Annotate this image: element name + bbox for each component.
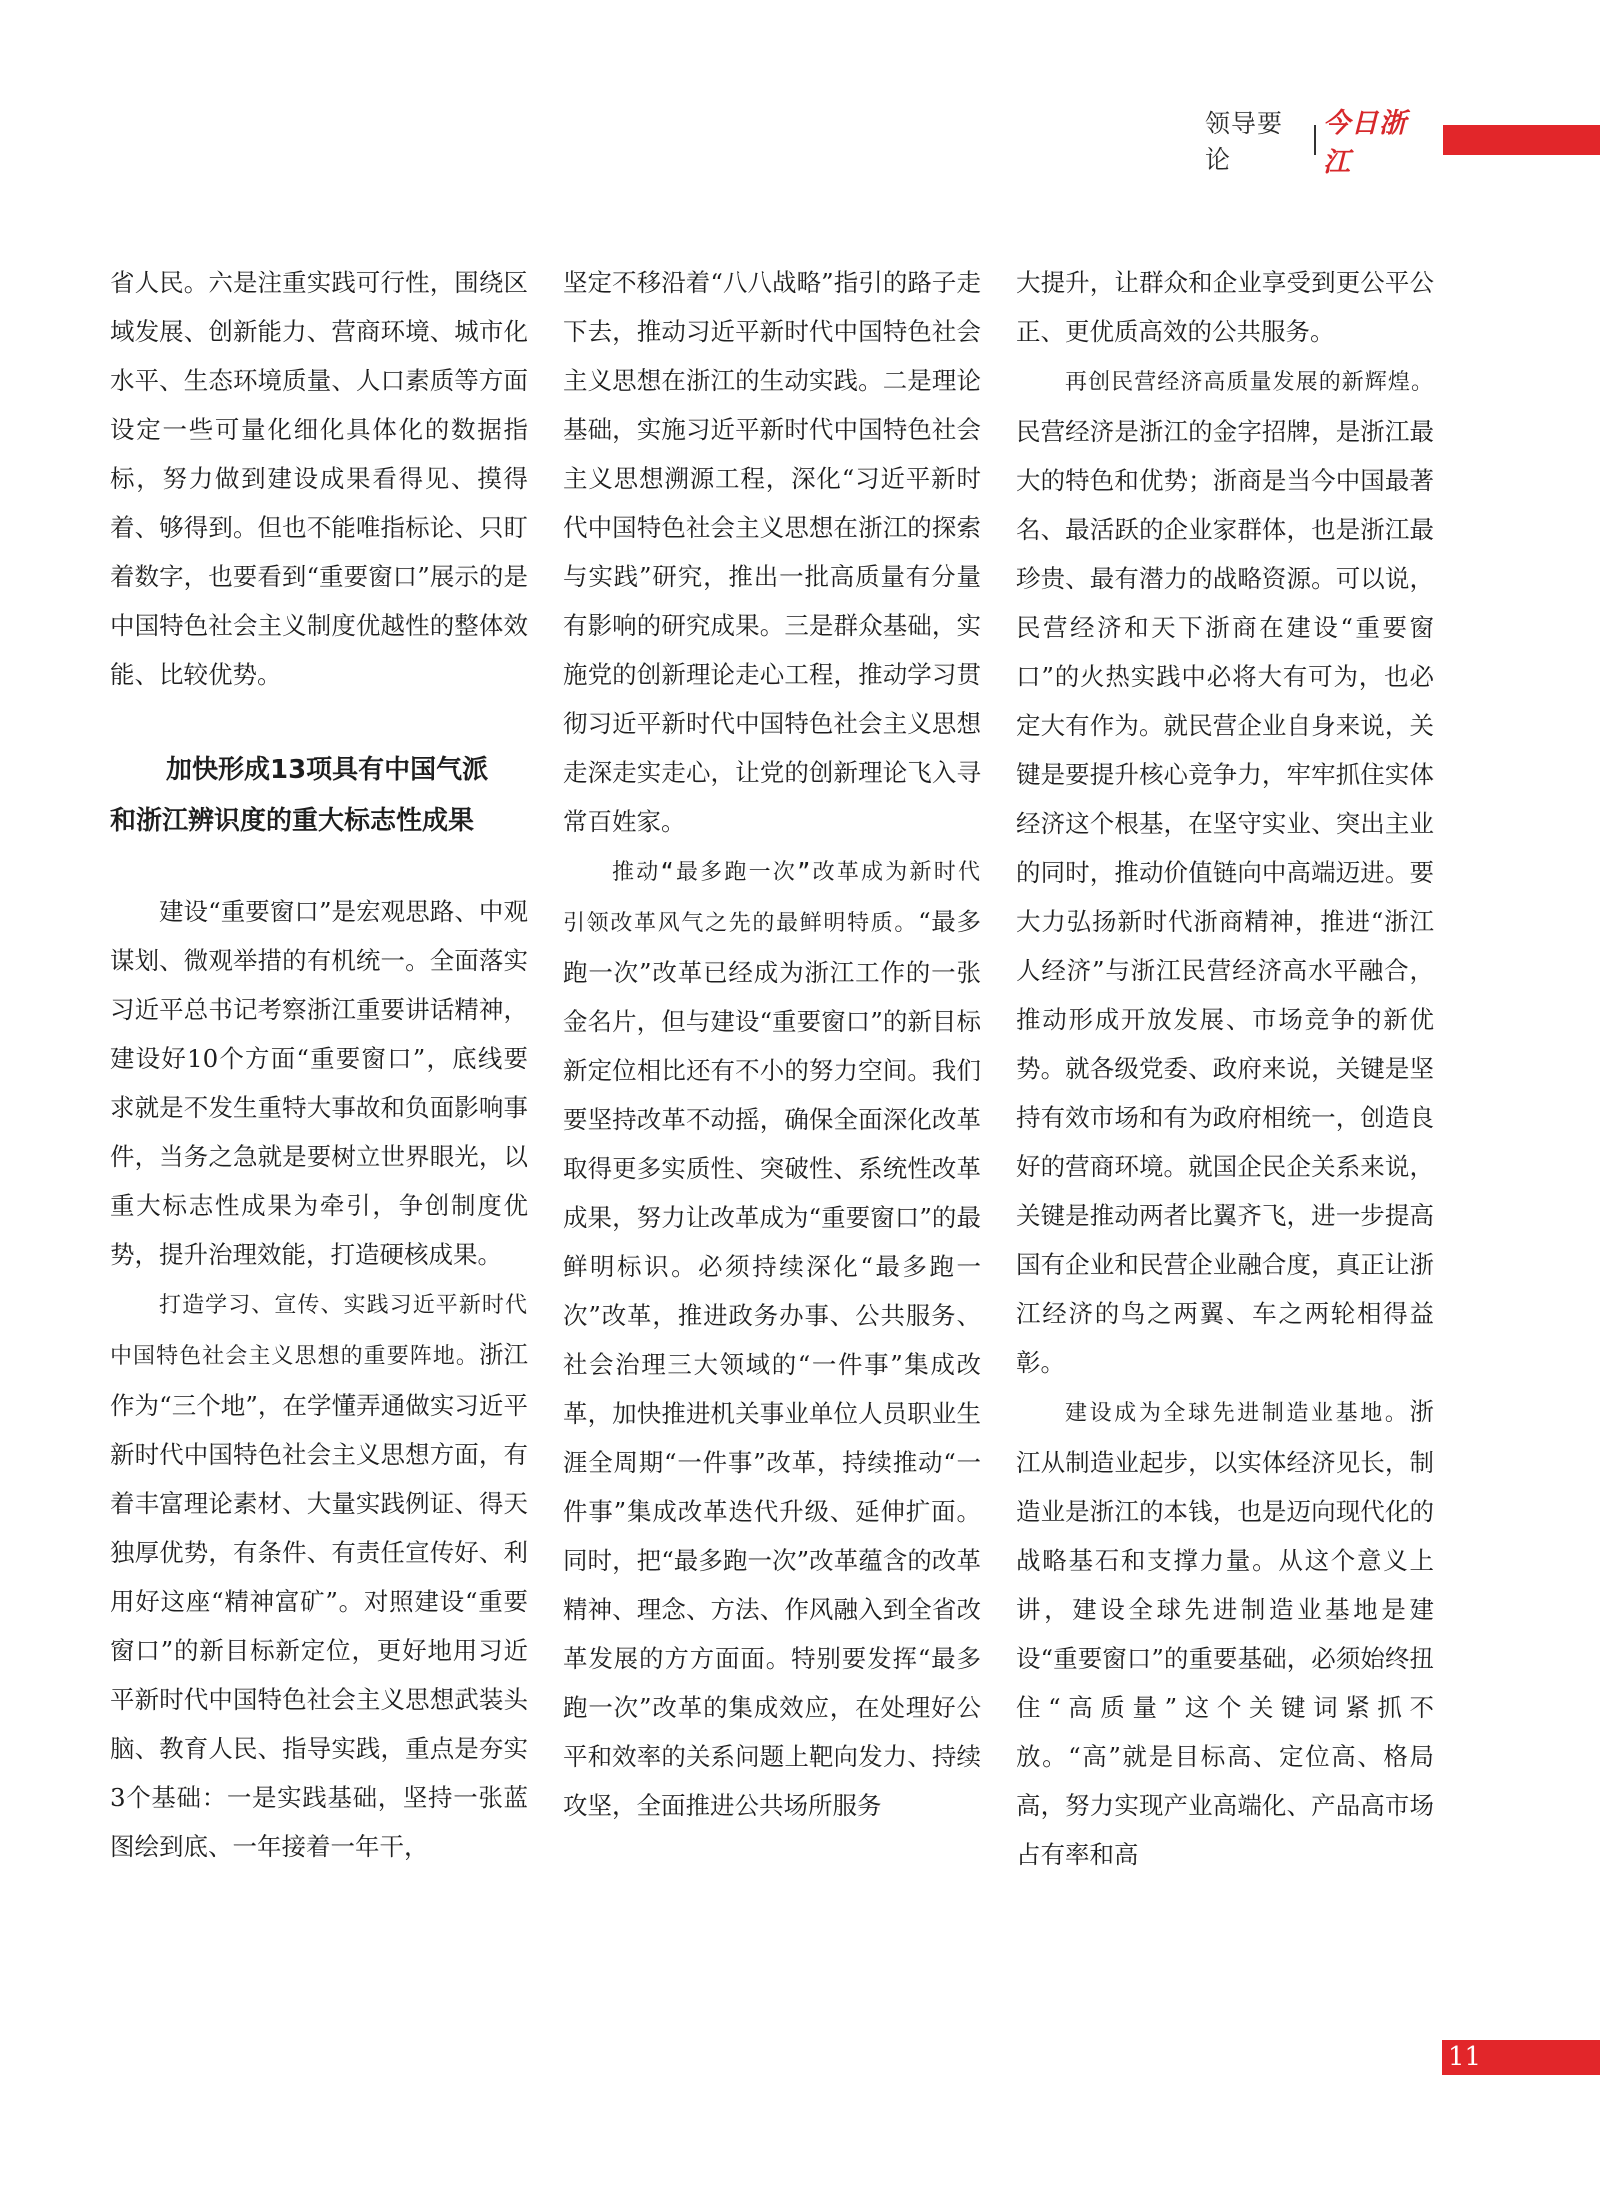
subheading-line-2: 和浙江辨识度的重大标志性成果 [110, 806, 475, 836]
paragraph: 省人民。六是注重实践可行性，围绕区域发展、创新能力、营商环境、城市化水平、生态环境质量、人口素质等方面设定一些可量化细化具体化的数据指标，努力做到建设成果看得见、摸得着、够得到。但也不能唯指标论、只盯着数字，也要看到“重要窗口”展示的是中国特色社会主义制度优越性的整体效能、比较优势。 [110, 268, 528, 689]
page-header [1205, 108, 1600, 178]
header-accent-bar [1443, 125, 1600, 155]
paragraph: 大提升，让群众和企业享受到更公平公正、更优质高效的公共服务。 [1016, 268, 1434, 346]
paragraph-body: 浙江作为“三个地”，在学懂弄通做实习近平新时代中国特色社会主义思想方面，有着丰富理论素材、大量实践例证、得天独厚优势，有条件、有责任宣传好、利用好这座“精神富矿”。对照建设“重要窗口”的新目标新定位，更好地用习近平新时代中国特色社会主义思想武装头脑、教育人民、指导实践，重点是夯实3个基础：一是实践基础，坚持一张蓝图绘到底、一年接着一年干， [110, 1340, 528, 1861]
paragraph: 坚定不移沿着“八八战略”指引的路子走下去，推动习近平新时代中国特色社会主义思想在浙江的生动实践。二是理论基础，实施习近平新时代中国特色社会主义思想溯源工程，深化“习近平新时代中国特色社会主义思想在浙江的探索与实践”研究，推出一批高质量有分量有影响的研究成果。三是群众基础，实施党的创新理论走心工程，推动学习贯彻习近平新时代中国特色社会主义思想走深走实走心，让党的创新理论飞入寻常百姓家。 [563, 268, 981, 836]
magazine-logo: 今日浙江 [1323, 108, 1408, 178]
paragraph [1016, 1387, 1434, 1879]
page-number: 11 [1448, 2042, 1482, 2072]
paragraph [110, 1279, 528, 1871]
paragraph-body: 浙江从制造业起步，以实体经济见长，制造业是浙江的本钱，也是迈向现代化的战略基石和支撑力量。从这个意义上讲，建设全球先进制造业基地是建设“重要窗口”的重要基础，必须始终扭住“高质量”这个关键词紧抓不放。“高”就是目标高、定位高、格局高，努力实现产业高端化、产品高市场占有率和高 [1016, 1397, 1434, 1869]
article-column-3 [1016, 258, 1434, 1879]
paragraph: 建设“重要窗口”是宏观思路、中观谋划、微观举措的有机统一。全面落实习近平总书记考察浙江重要讲话精神，建设好10个方面“重要窗口”，底线要求就是不发生重特大事故和负面影响事件，当务之急就是要树立世界眼光，以重大标志性成果为牵引，争创制度优势，提升治理效能，打造硬核成果。 [110, 897, 528, 1269]
paragraph-body: 民营经济是浙江的金字招牌，是浙江最大的特色和优势；浙商是当今中国最著名、最活跃的企业家群体，也是浙江最珍贵、最有潜力的战略资源。可以说，民营经济和天下浙商在建设“重要窗口”的火热实践中必将大有可为，也必定大有作为。就民营企业自身来说，关键是要提升核心竞争力，牢牢抓住实体经济这个根基，在坚守实业、突出主业的同时，推动价值链向中高端迈进。要大力弘扬新时代浙商精神，推进“浙江人经济”与浙江民营经济高水平融合，推动形成开放发展、市场竞争的新优势。就各级党委、政府来说，关键是坚持有效市场和有为政府相统一，创造良好的营商环境。就国企民企关系来说，关键是推动两者比翼齐飞，进一步提高国有企业和民营企业融合度，真正让浙江经济的鸟之两翼、车之两轮相得益彰。 [1016, 417, 1434, 1377]
section-subheading [110, 745, 528, 847]
header-divider [1314, 125, 1316, 155]
paragraph-body: “最多跑一次”改革已经成为浙江工作的一张金名片，但与建设“重要窗口”的新目标新定位相比还有不小的努力空间。我们要坚持改革不动摇，确保全面深化改革取得更多实质性、突破性、系统性改革成果，努力让改革成为“重要窗口”的最鲜明标识。必须持续深化“最多跑一次”改革，推进政务办事、公共服务、社会治理三大领域的“一件事”集成改革，加快推进机关事业单位人员职业生涯全周期“一件事”改革，持续推动“一件事”集成改革迭代升级、延伸扩面。同时，把“最多跑一次”改革蕴含的改革精神、理念、方法、作风融入到全省改革发展的方方面面。特别要发挥“最多跑一次”改革的集成效应，在处理好公平和效率的关系问题上靶向发力、持续攻坚，全面推进公共场所服务 [563, 907, 981, 1820]
article-column-2 [563, 258, 981, 1830]
article-column-1 [110, 258, 528, 1871]
paragraph [563, 846, 981, 1830]
paragraph-lead: 打造学习、宣传、实践习近平新时代中国特色社会主义思想的重要阵地。 [110, 1293, 528, 1369]
paragraph-lead: 再创民营经济高质量发展的新辉煌。 [1065, 370, 1434, 395]
section-label: 领导要论 [1205, 109, 1284, 174]
paragraph-lead: 建设成为全球先进制造业基地。 [1065, 1401, 1410, 1426]
subheading-line-1: 加快形成13项具有中国气派 [166, 755, 489, 785]
paragraph-lead: 推动“最多跑一次”改革成为新时代引领改革风气之先的最鲜明特质。 [563, 860, 981, 936]
page-number-bar [1442, 2040, 1600, 2075]
paragraph [1016, 356, 1434, 1387]
